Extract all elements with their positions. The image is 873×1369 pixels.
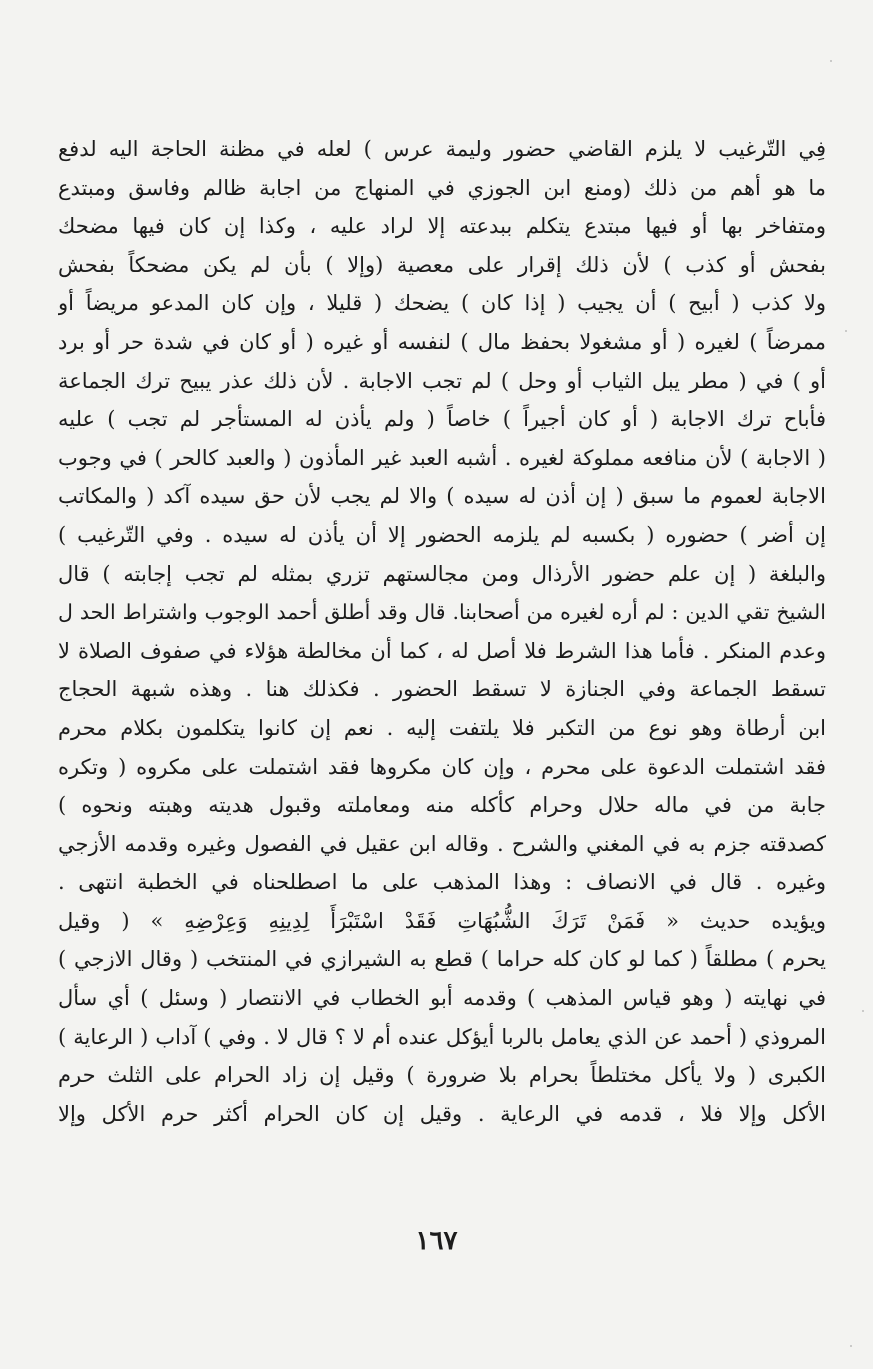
text-line: وعدم المنكر . فأما هذا الشرط فلا أصل له ، كما أن مخالطة هؤلاء في صفوف الصلاة لا bbox=[58, 638, 826, 663]
text-line: الاجابة لعموم ما سبق ( إن أذن له سيده ) والا لم يجب لأن حق سيده آكد ( والمكاتب bbox=[58, 484, 826, 509]
page-number: ١٦٧ bbox=[415, 1226, 458, 1256]
text-line: المروذي ( أحمد عن الذي يعامل بالربا أيؤكل عنده أم لا ؟ قال لا . وفي ) آداب ( الرعاية ) bbox=[58, 1024, 826, 1049]
text-line: كصدقته جزم به في المغني والشرح . وقاله ابن عقيل في الفصول وغيره وقدمه الأزجي bbox=[58, 831, 826, 856]
text-line: أو ) في ( مطر يبل الثياب أو وحل ) لم تجب الاجابة . لأن ذلك عذر يبيح ترك الجماعة bbox=[58, 368, 826, 393]
text-line: يحرم ) مطلقاً ( كما لو كان كله حراما ) قطع به الشيرازي في المنتخب ( وقال الازجي ) bbox=[58, 947, 826, 972]
text-line: ( الاجابة ) لأن منافعه مملوكة لغيره . أشبه العبد غير المأذون ( والعبد كالحر ) في وجوب bbox=[58, 445, 826, 470]
text-line: الكبرى ( ولا يأكل مختلطاً بحرام بلا ضرورة ) وقيل إن زاد الحرام على الثلث حرم bbox=[58, 1063, 826, 1088]
scan-speck bbox=[830, 60, 832, 62]
text-line: ويؤيده حديث « فَمَنْ تَرَكَ الشُّبُهَاتِ فَقَدْ اسْتَبْرَأَ لِدِينِهِ وَعِرْضِهِ » ( وقيل bbox=[58, 908, 826, 933]
scan-speck bbox=[845, 330, 847, 332]
text-line: والبلغة ( إن علم حضور الأرذال ومن مجالستهم تزري بمثله لم تجب إجابته ) قال bbox=[58, 561, 826, 586]
text-line: ممرضاً ) لغيره ( أو مشغولا بحفظ مال ) لنفسه أو غيره ( أو كان في شدة حر أو برد bbox=[58, 329, 826, 354]
text-line: جابة من في ماله حلال وحرام كأكله منه ومعاملته وقبول هديته وهبته ونحوه ) bbox=[58, 793, 826, 818]
text-line: فقد اشتملت الدعوة على محرم ، وإن كان مكروها فقد اشتملت على مكروه ( وتكره bbox=[58, 754, 826, 779]
text-line: ولا كذب ( أبيح ) أن يجيب ( إذا كان ) يضحك ( قليلا ، وإن كان المدعو مريضاً أو bbox=[58, 291, 826, 316]
text-line: ومتفاخر بها أو فيها مبتدع يتكلم ببدعته إلا لراد عليه ، وكذا إن كان فيها مضحك bbox=[58, 214, 826, 239]
text-line: تسقط الجماعة وفي الجنازة لا تسقط الحضور . فكذلك هنا . وهذه شبهة الحجاج bbox=[58, 677, 826, 702]
text-line: إن أضر ) حضوره ( بكسبه لم يلزمه الحضور إلا أن يأذن له سيده . وفي التّرغيب ) bbox=[58, 522, 826, 547]
text-line: بفحش أو كذب ) لأن ذلك إقرار على معصية (وإلا ) بأن لم يكن مضحكاً بفحش bbox=[58, 252, 826, 277]
text-line: الشيخ تقي الدين : لم أره لغيره من أصحابنا. قال وقد أطلق أحمد الوجوب واشتراط الحد ل bbox=[58, 600, 826, 625]
text-line: ابن أرطاة وهو نوع من التكبر فلا يلتفت إليه . نعم إن كانوا يتكلمون بكلام محرم bbox=[58, 715, 826, 740]
scan-speck bbox=[862, 1010, 864, 1012]
text-line: فِي التّرغيب لا يلزم القاضي حضور وليمة عرس ) لعله في مظنة الحاجة اليه لدفع bbox=[58, 137, 826, 161]
scan-speck bbox=[850, 1345, 852, 1347]
text-line: ما هو أهم من ذلك (ومنع ابن الجوزي في المنهاج من اجابة ظالم وفاسق ومبتدع bbox=[58, 175, 826, 200]
text-line: الأكل وإلا فلا ، قدمه في الرعاية . وقيل إن كان الحرام أكثر حرم الأكل وإلا bbox=[58, 1101, 826, 1126]
body-text bbox=[58, 130, 826, 1133]
text-line: فأباح ترك الاجابة ( أو كان أجيراً ) خاصاً ( ولم يأذن له المستأجر لم تجب ) عليه bbox=[58, 407, 826, 432]
text-line: في نهايته ( وهو قياس المذهب ) وقدمه أبو الخطاب في الانتصار ( وسئل ) أي سأل bbox=[58, 986, 826, 1011]
text-line: وغيره . قال في الانصاف : وهذا المذهب على ما اصطلحناه في الخطبة انتهى . bbox=[58, 870, 826, 895]
